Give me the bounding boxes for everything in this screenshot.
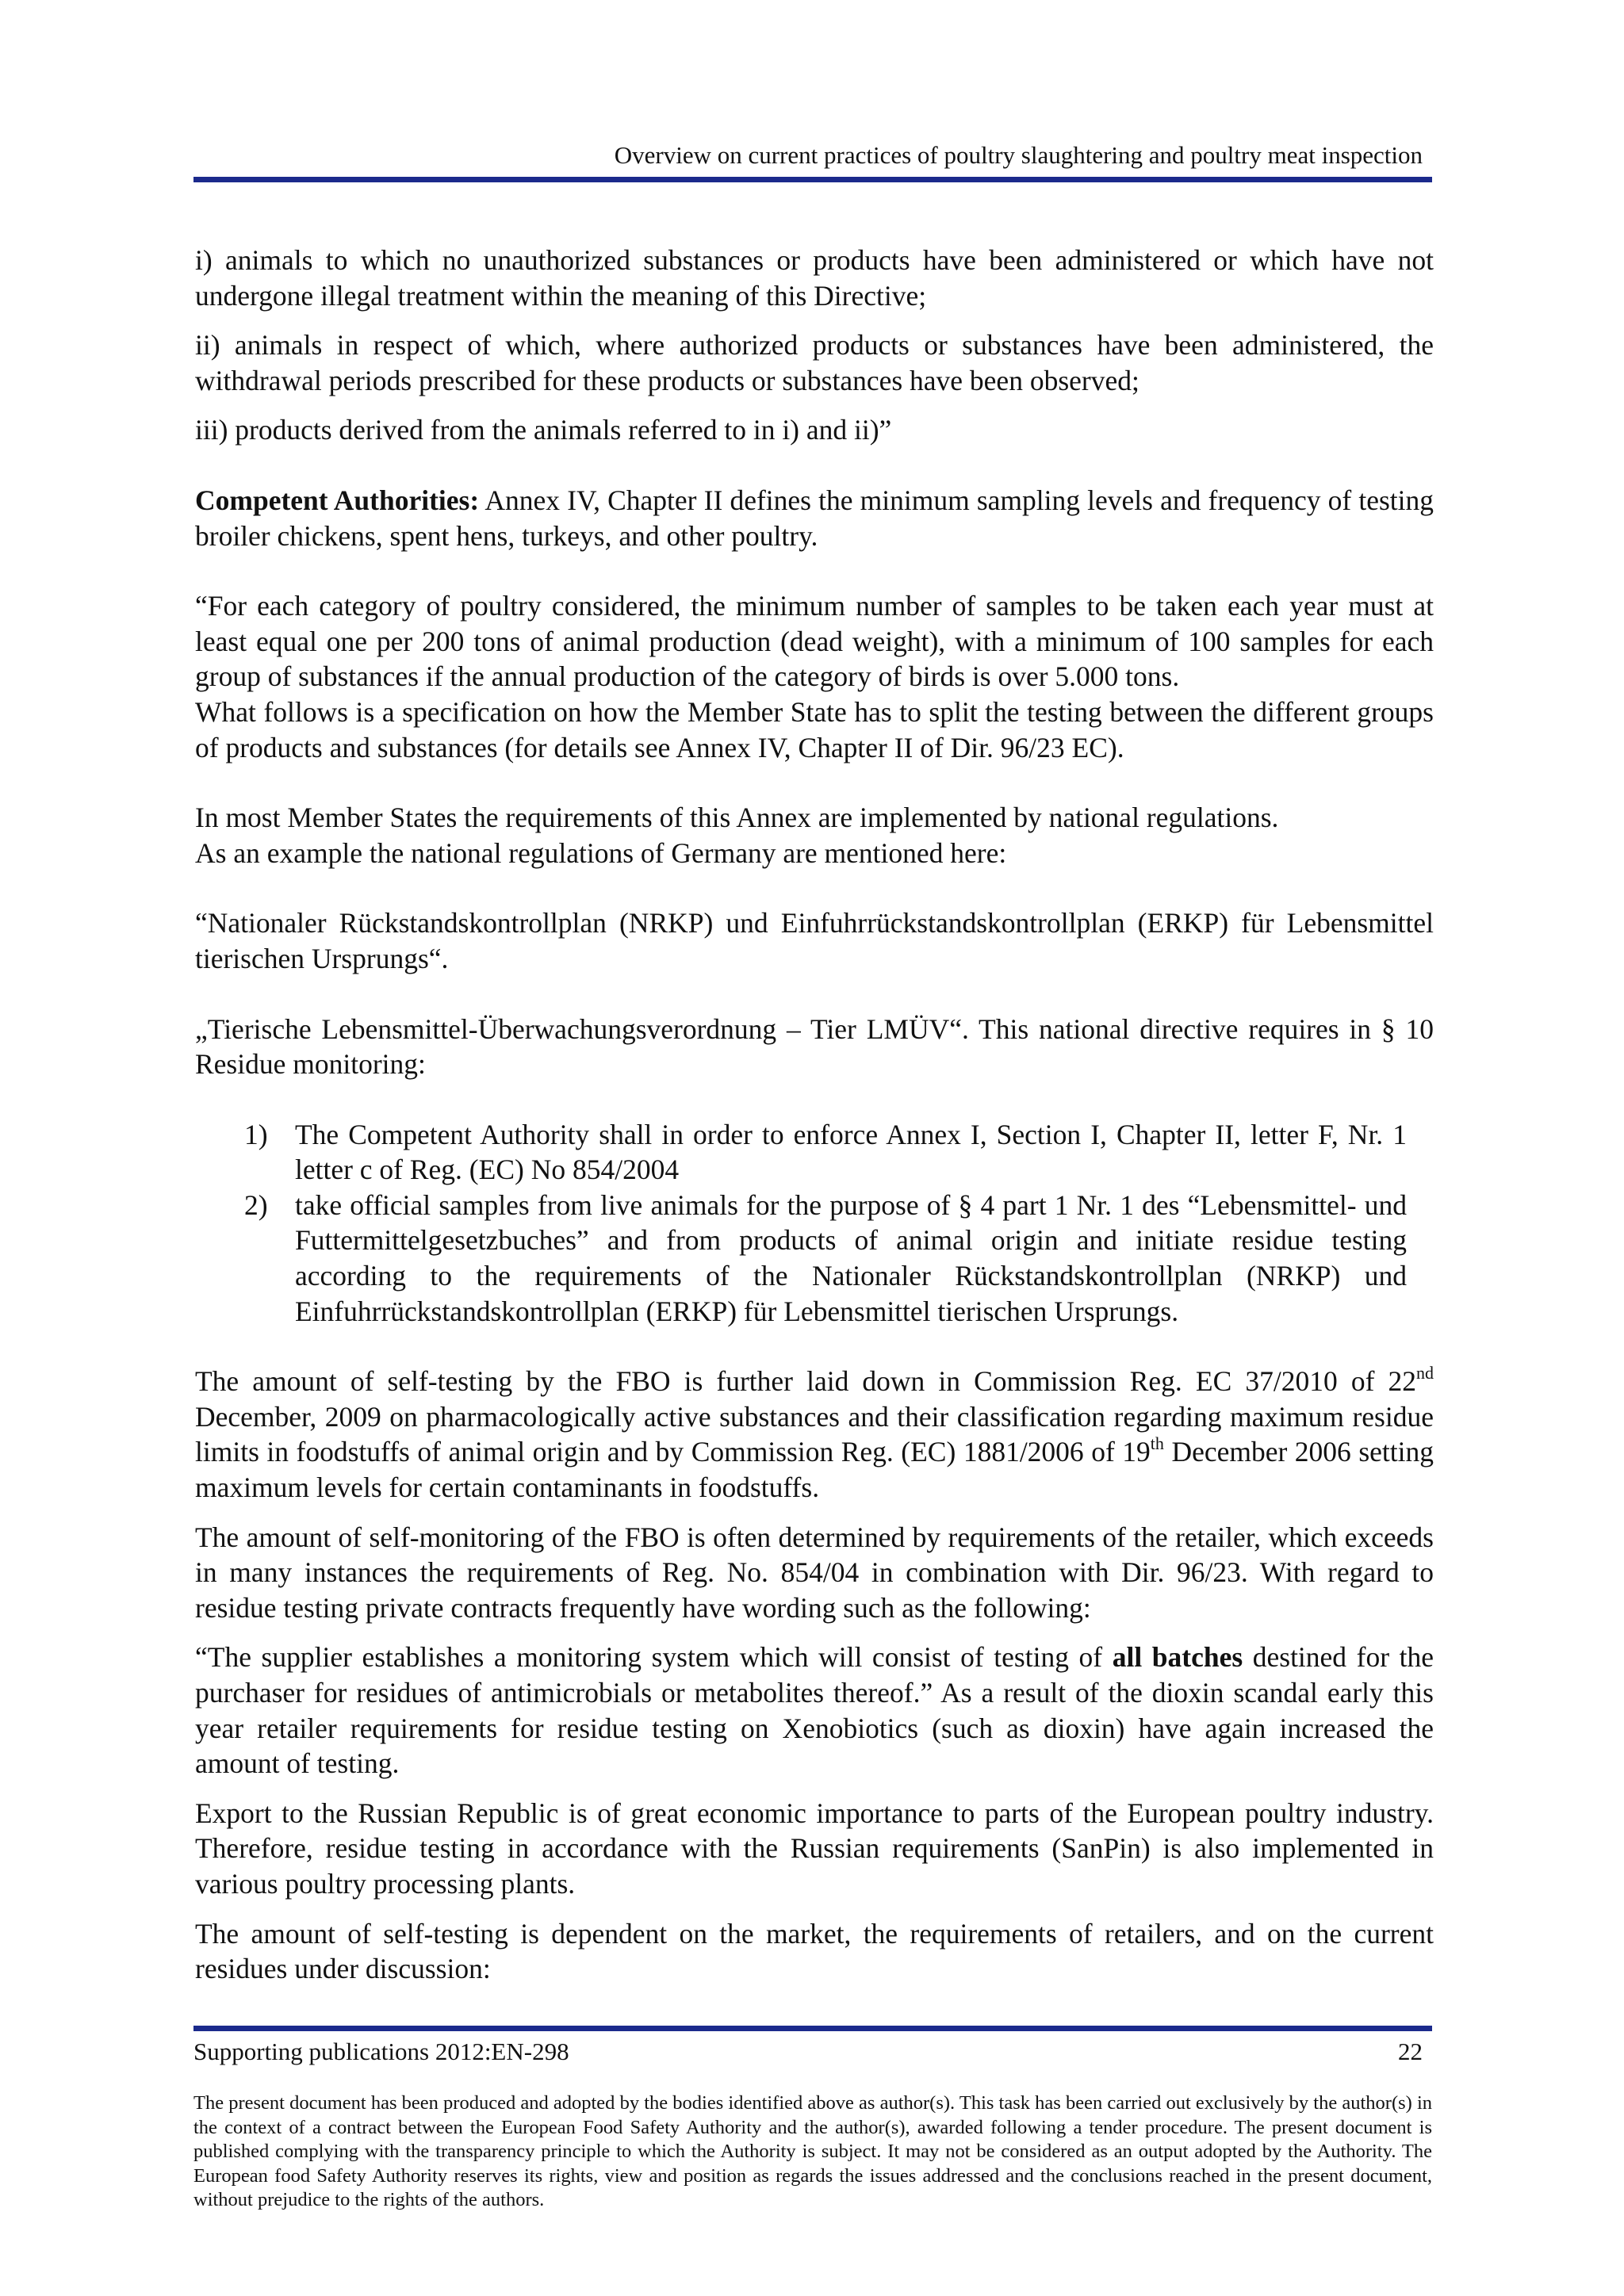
- competent-authorities-paragraph: [195, 483, 1434, 553]
- list-number: 1): [244, 1118, 268, 1150]
- self-monitoring-paragraph: The amount of self-monitoring of the FBO is often determined by requirements of the retailer, which exceeds in many instances the requirements of Reg. No. 854/04 in combination with Dir. 96/23. With regard to residue testing private contracts frequently have wording such as the following:: [195, 1521, 1434, 1624]
- residue-monitoring-list: [195, 1117, 1434, 1330]
- quote-paragraph-1: “For each category of poultry considered, the minimum number of samples to be taken each year must at least equal one per 200 tons of animal production (dead weight), with a minimum of 100 samples for each group of substances if the annual production of the category of birds is over 5.000 tons.: [195, 590, 1434, 693]
- supplier-text-a: “The supplier establishes a monitoring system which will consist of testing of: [195, 1641, 1113, 1674]
- ordinal-suffix: th: [1150, 1433, 1164, 1454]
- list-item-i: i) animals to which no unauthorized substances or products have been administered or which have not undergone illegal treatment within the meaning of this Directive;: [195, 244, 1434, 312]
- header-rule: [193, 177, 1432, 182]
- self-testing-text-b: December, 2009 on pharmacologically active substances and their classification regarding maximum residue limits in foodstuffs of animal origin and by Commission Reg. (EC) 1881/2006 of 19: [195, 1400, 1434, 1468]
- footer-rule: [193, 2026, 1432, 2031]
- export-paragraph: Export to the Russian Republic is of great economic importance to parts of the European poultry industry. Therefore, residue testing in accordance with the Russian requirements (SanPin) is also implemented in various poultry processing plants.: [195, 1797, 1434, 1900]
- supplier-text-b: destined for the purchaser for residues of antimicrobials or metabolites thereof.” As a result of the dioxin scandal early this year retailer requirements for residue testing on Xenobiotics (such as dioxin) have again increased the amount of testing.: [195, 1641, 1434, 1780]
- list-number: 2): [244, 1188, 268, 1221]
- nrkp-paragraph: “Nationaler Rückstandskontrollplan (NRKP) und Einfuhrrückstandskontrollplan (ERKP) für Lebensmittel tierischen Ursprungs“.: [195, 907, 1434, 974]
- list-item-text: The Competent Authority shall in order to enforce Annex I, Section I, Chapter II, letter F, Nr. 1 letter c of Reg. (EC) No 854/2004: [295, 1118, 1407, 1186]
- body-text: [195, 243, 1434, 1987]
- quote-paragraph-2: What follows is a specification on how the Member State has to split the testing between the different groups of products and substances (for details see Annex IV, Chapter II of Dir. 96/23 EC).: [195, 695, 1434, 763]
- market-paragraph: The amount of self-testing is dependent on the market, the requirements of retailers, and on the current residues under discussion:: [195, 1917, 1434, 1985]
- list-item-ii: ii) animals in respect of which, where authorized products or substances have been administered, the withdrawal periods prescribed for these products or substances have been observed;: [195, 329, 1434, 396]
- supplier-paragraph: [195, 1640, 1434, 1781]
- self-testing-text-c: December 2006 setting maximum levels for certain contaminants in foodstuffs.: [195, 1436, 1434, 1504]
- disclaimer: The present document has been produced and adopted by the bodies identified above as author(s). This task has been carried out exclusively by the author(s) in the context of a contract between the European Food Safety Authority and the author(s), awarded following a tender procedure. The present document is published complying with the transparency principle to which the Authority is subject. It may not be considered as an output adopted by the Authority. The European food Safety Authority reserves its rights, view and position as regards the issues addressed and the conclusions reached in the present document, without prejudice to the rights of the authors.: [193, 2092, 1432, 2211]
- supplier-bold-text: all batches: [1112, 1641, 1243, 1674]
- numbered-list-item: [195, 1117, 1434, 1188]
- member-states-line-2: As an example the national regulations of Germany are mentioned here:: [195, 836, 1007, 869]
- member-states-line-1: In most Member States the requirements of this Annex are implemented by national regulations.: [195, 802, 1279, 834]
- ordinal-suffix: nd: [1416, 1363, 1434, 1383]
- competent-authorities-label: Competent Authorities:: [195, 484, 480, 516]
- competent-authorities-text: Annex IV, Chapter II defines the minimum sampling levels and frequency of testing broiler chickens, spent hens, turkeys, and other poultry.: [195, 484, 1434, 552]
- lmuev-paragraph: „Tierische Lebensmittel-Überwachungsverordnung – Tier LMÜV“. This national directive requires in § 10 Residue monitoring:: [195, 1012, 1434, 1081]
- list-item-text: take official samples from live animals for the purpose of § 4 part 1 Nr. 1 des “Lebensmittel- und Futtermittelgesetzbuches” and from products of animal origin and initiate residue testing according to the requirements of the Nationaler Rückstandskontrollplan (NRKP) und Einfuhrrückstandskontrollplan (ERKP) für Lebensmittel tierischen Ursprungs.: [295, 1188, 1407, 1327]
- page-number: 22: [1398, 2038, 1423, 2065]
- numbered-list-item: [195, 1188, 1434, 1329]
- running-header: Overview on current practices of poultry slaughtering and poultry meat inspection: [614, 141, 1423, 169]
- list-item-iii: iii) products derived from the animals referred to in i) and ii)”: [195, 414, 892, 446]
- self-testing-text-a: The amount of self-testing by the FBO is further laid down in Commission Reg. EC 37/2010 of 22: [195, 1365, 1416, 1398]
- publication-reference: Supporting publications 2012:EN-298: [193, 2038, 569, 2065]
- self-testing-paragraph: [195, 1364, 1434, 1505]
